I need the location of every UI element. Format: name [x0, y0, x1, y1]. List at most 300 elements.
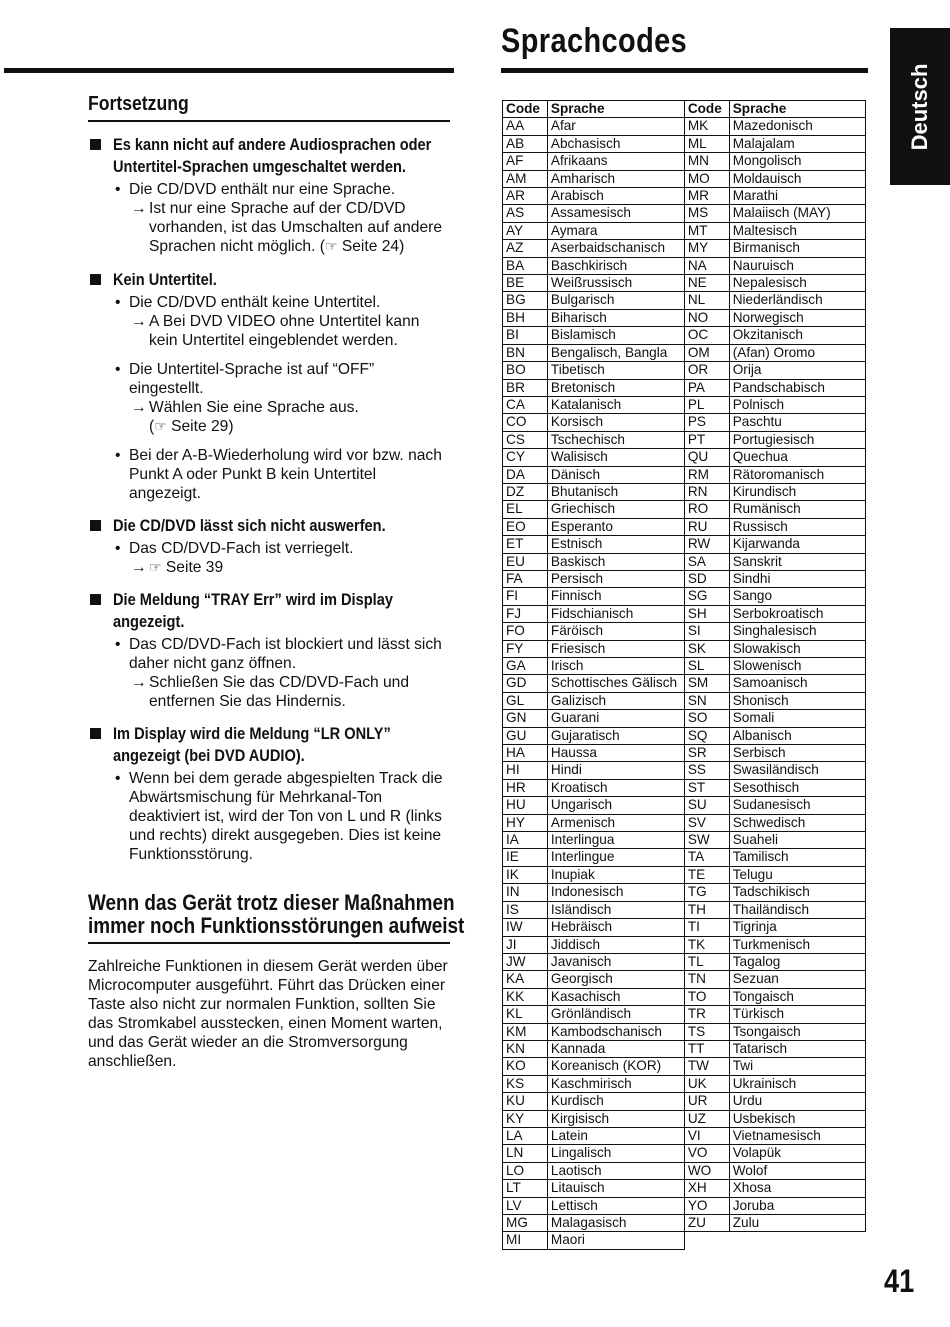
language-name-cell: Tschechisch: [547, 431, 684, 448]
top-rule-left: [4, 68, 454, 73]
table-row: [503, 727, 866, 744]
remedy-item: [129, 199, 450, 256]
table-row: [503, 814, 866, 831]
language-code-cell: AM: [503, 170, 548, 187]
reference-hand-icon: ☞: [149, 559, 162, 575]
language-name-cell: Suaheli: [729, 832, 865, 849]
arrow-icon: →: [131, 200, 147, 217]
language-name-cell: Sudanesisch: [729, 797, 865, 814]
table-row: [503, 257, 866, 274]
language-code-cell: LO: [503, 1162, 548, 1179]
language-code-cell: PT: [684, 431, 729, 448]
language-code-cell: TI: [684, 919, 729, 936]
language-code-cell: TN: [684, 971, 729, 988]
language-name-cell: Orija: [729, 362, 865, 379]
language-name-cell: Persisch: [547, 570, 684, 587]
language-code-cell: IS: [503, 901, 548, 918]
language-name-cell: Ukrainisch: [729, 1075, 865, 1092]
language-code-cell: AY: [503, 222, 548, 239]
side-tab-label: Deutsch: [907, 63, 932, 150]
header-code: Code: [503, 101, 548, 118]
language-name-cell: Litauisch: [547, 1180, 684, 1197]
language-name-cell: Rätoromanisch: [729, 466, 865, 483]
language-name-cell: Turkmenisch: [729, 936, 865, 953]
language-code-cell: OM: [684, 344, 729, 361]
language-name-cell: Interlingue: [547, 849, 684, 866]
remedy-item: [129, 312, 450, 350]
empty-cell: [684, 1232, 729, 1249]
language-code-cell: KU: [503, 1093, 548, 1110]
language-name-cell: Paschtu: [729, 414, 865, 431]
language-code-cell: ET: [503, 536, 548, 553]
table-row: [503, 762, 866, 779]
table-row: [503, 240, 866, 257]
language-code-cell: BI: [503, 327, 548, 344]
arrow-icon: →: [131, 559, 147, 576]
language-code-cell: HR: [503, 779, 548, 796]
header-language: Sprache: [547, 101, 684, 118]
bullet-icon: •: [115, 636, 121, 653]
square-bullet-icon: [90, 594, 101, 605]
persistent-heading-line2: immer noch Funktionsstörungen aufweist: [88, 913, 465, 938]
arrow-icon: →: [131, 399, 147, 416]
table-row: [503, 623, 866, 640]
language-code-cell: MR: [684, 188, 729, 205]
language-code-cell: SW: [684, 832, 729, 849]
language-name-cell: Mongolisch: [729, 153, 865, 170]
table-row: [503, 692, 866, 709]
table-row: [503, 431, 866, 448]
cause-text: Die Untertitel-Sprache ist auf “OFF” eingestellt.: [129, 361, 375, 397]
language-name-cell: Twi: [729, 1058, 865, 1075]
language-code-cell: ML: [684, 135, 729, 152]
language-code-cell: SV: [684, 814, 729, 831]
language-code-cell: UZ: [684, 1110, 729, 1127]
language-name-cell: Nauruisch: [729, 257, 865, 274]
language-name-cell: Urdu: [729, 1093, 865, 1110]
persistent-fault-block: [88, 890, 465, 1071]
cause-item: [113, 539, 450, 558]
language-name-cell: Kaschmirisch: [547, 1075, 684, 1092]
table-row: [503, 675, 866, 692]
language-code-cell: IA: [503, 832, 548, 849]
language-code-cell: TW: [684, 1058, 729, 1075]
language-side-tab: [890, 28, 950, 185]
language-name-cell: Malaiisch (MAY): [729, 205, 865, 222]
language-name-cell: Javanisch: [547, 953, 684, 970]
language-code-cell: SS: [684, 762, 729, 779]
language-name-cell: Niederländisch: [729, 292, 865, 309]
arrow-icon: →: [131, 313, 147, 330]
issue-title: Die CD/DVD lässt sich nicht auswerfen.: [113, 516, 386, 535]
language-name-cell: Lettisch: [547, 1197, 684, 1214]
bullet-icon: •: [115, 447, 121, 464]
persistent-heading-line1: Wenn das Gerät trotz dieser Maßnahmen: [88, 890, 455, 915]
issue-title: Im Display wird die Meldung “LR ONLY” angezeigt (bei DVD AUDIO).: [113, 724, 391, 765]
language-name-cell: Slowenisch: [729, 658, 865, 675]
language-code-cell: RU: [684, 518, 729, 535]
language-name-cell: Lingalisch: [547, 1145, 684, 1162]
language-name-cell: Tigrinja: [729, 919, 865, 936]
cause-text: Das CD/DVD-Fach ist blockiert und lässt sich daher nicht ganz öffnen.: [129, 636, 442, 672]
language-name-cell: Laotisch: [547, 1162, 684, 1179]
language-code-cell: GL: [503, 692, 548, 709]
table-row: [503, 292, 866, 309]
language-name-cell: Irisch: [547, 658, 684, 675]
language-code-cell: MN: [684, 153, 729, 170]
page-title: Sprachcodes: [501, 22, 688, 60]
language-code-cell: OR: [684, 362, 729, 379]
language-name-cell: Haussa: [547, 745, 684, 762]
language-code-cell: TA: [684, 849, 729, 866]
cause-text: Die CD/DVD enthält keine Untertitel.: [129, 294, 381, 311]
cause-text: Bei der A-B-Wiederholung wird vor bzw. nach Punkt A oder Punkt B kein Untertitel angezeigt.: [129, 447, 442, 502]
language-name-cell: Samoanisch: [729, 675, 865, 692]
language-name-cell: Inupiak: [547, 866, 684, 883]
table-row: [503, 605, 866, 622]
language-code-cell: RM: [684, 466, 729, 483]
language-code-cell: KA: [503, 971, 548, 988]
language-name-cell: Katalanisch: [547, 396, 684, 413]
language-code-cell: UK: [684, 1075, 729, 1092]
language-code-cell: RW: [684, 536, 729, 553]
language-name-cell: Tibetisch: [547, 362, 684, 379]
table-row: [503, 1058, 866, 1075]
table-row: [503, 153, 866, 170]
table-row: [503, 379, 866, 396]
language-name-cell: Volapük: [729, 1145, 865, 1162]
persistent-paragraph: Zahlreiche Funktionen in diesem Gerät werden über Microcomputer ausgeführt. Führt das Drücken einer Taste also nicht zur normalen Funktion, sollten Sie das Stromkabel ausstecken, einen Moment warten, und das Gerät wieder an die Stromversorgung anschließen.: [88, 958, 448, 1070]
page-reference: Seite 29): [171, 418, 234, 435]
language-name-cell: Tatarisch: [729, 1040, 865, 1057]
language-code-cell: LA: [503, 1127, 548, 1144]
table-row: [503, 797, 866, 814]
table-row: [503, 1127, 866, 1144]
language-name-cell: Portugiesisch: [729, 431, 865, 448]
language-name-cell: Fidschianisch: [547, 605, 684, 622]
language-name-cell: Thailändisch: [729, 901, 865, 918]
bullet-icon: •: [115, 294, 121, 311]
language-code-cell: MS: [684, 205, 729, 222]
language-name-cell: Walisisch: [547, 449, 684, 466]
language-code-cell: SL: [684, 658, 729, 675]
troubleshooting-column: [88, 90, 465, 1087]
language-code-cell: KM: [503, 1023, 548, 1040]
language-name-cell: Korsisch: [547, 414, 684, 431]
language-code-cell: EU: [503, 553, 548, 570]
table-row: [503, 1006, 866, 1023]
language-name-cell: Polnisch: [729, 396, 865, 413]
table-row: [503, 1232, 866, 1249]
table-row: [503, 1075, 866, 1092]
language-code-cell: JW: [503, 953, 548, 970]
language-name-cell: Hindi: [547, 762, 684, 779]
remedy-text: Ist nur eine Sprache auf der CD/DVD vorhanden, ist das Umschalten auf andere Sprachen nicht möglich. (: [149, 200, 442, 255]
language-code-cell: TS: [684, 1023, 729, 1040]
language-code-cell: BH: [503, 309, 548, 326]
language-code-cell: FI: [503, 588, 548, 605]
issue-item: [88, 515, 450, 577]
language-name-cell: Xhosa: [729, 1180, 865, 1197]
language-code-cell: PA: [684, 379, 729, 396]
table-row: [503, 1180, 866, 1197]
arrow-icon: →: [131, 674, 147, 691]
language-name-cell: Georgisch: [547, 971, 684, 988]
language-name-cell: Dänisch: [547, 466, 684, 483]
language-code-cell: IK: [503, 866, 548, 883]
table-row: [503, 362, 866, 379]
cause-text: Die CD/DVD enthält nur eine Sprache.: [129, 181, 396, 198]
remedy-item: [129, 398, 450, 436]
table-row: [503, 344, 866, 361]
language-code-cell: JI: [503, 936, 548, 953]
language-code-cell: CA: [503, 396, 548, 413]
issue-item: [88, 723, 450, 864]
language-name-cell: Bretonisch: [547, 379, 684, 396]
continuation-heading: Fortsetzung: [88, 93, 189, 115]
language-code-cell: EL: [503, 501, 548, 518]
language-code-cell: SR: [684, 745, 729, 762]
table-row: [503, 953, 866, 970]
language-code-cell: TH: [684, 901, 729, 918]
table-row: [503, 988, 866, 1005]
language-code-cell: SM: [684, 675, 729, 692]
language-name-cell: Telugu: [729, 866, 865, 883]
language-name-cell: Maltesisch: [729, 222, 865, 239]
language-code-cell: QU: [684, 449, 729, 466]
language-code-cell: TO: [684, 988, 729, 1005]
language-code-cell: CO: [503, 414, 548, 431]
language-code-cell: HA: [503, 745, 548, 762]
language-code-cell: KK: [503, 988, 548, 1005]
language-code-cell: DA: [503, 466, 548, 483]
issue-item: [88, 269, 450, 503]
language-code-cell: CY: [503, 449, 548, 466]
language-code-cell: GD: [503, 675, 548, 692]
language-code-cell: TK: [684, 936, 729, 953]
language-name-cell: Shonisch: [729, 692, 865, 709]
table-row: [503, 710, 866, 727]
table-row: [503, 518, 866, 535]
language-name-cell: Afar: [547, 118, 684, 135]
language-code-cell: AF: [503, 153, 548, 170]
language-name-cell: Kasachisch: [547, 988, 684, 1005]
language-name-cell: Moldauisch: [729, 170, 865, 187]
table-row: [503, 640, 866, 657]
language-name-cell: Albanisch: [729, 727, 865, 744]
language-code-cell: SK: [684, 640, 729, 657]
language-name-cell: Tagalog: [729, 953, 865, 970]
language-code-cell: SH: [684, 605, 729, 622]
language-code-cell: TE: [684, 866, 729, 883]
language-name-cell: Quechua: [729, 449, 865, 466]
cause-text: Wenn bei dem gerade abgespielten Track die Abwärtsmischung für Mehrkanal-Ton deaktiviert ist, wird der Ton von L und R (links und rechts) direkt ausgegeben. Dies ist keine Funktionsstörung.: [129, 770, 443, 863]
language-name-cell: Birmanisch: [729, 240, 865, 257]
language-name-cell: Somali: [729, 710, 865, 727]
table-row: [503, 849, 866, 866]
language-name-cell: Hebräisch: [547, 919, 684, 936]
language-code-cell: GU: [503, 727, 548, 744]
language-name-cell: Singhalesisch: [729, 623, 865, 640]
language-code-cell: AB: [503, 135, 548, 152]
language-name-cell: Baskisch: [547, 553, 684, 570]
language-code-cell: FO: [503, 623, 548, 640]
language-code-cell: BE: [503, 275, 548, 292]
cause-item: [113, 769, 450, 864]
header-code: Code: [684, 101, 729, 118]
language-code-cell: BR: [503, 379, 548, 396]
language-code-cell: MO: [684, 170, 729, 187]
issue-title: Die Meldung “TRAY Err” wird im Display angezeigt.: [113, 590, 393, 631]
language-code-cell: IN: [503, 884, 548, 901]
language-name-cell: Jiddisch: [547, 936, 684, 953]
language-name-cell: Kroatisch: [547, 779, 684, 796]
language-name-cell: Griechisch: [547, 501, 684, 518]
language-code-cell: FJ: [503, 605, 548, 622]
language-name-cell: Norwegisch: [729, 309, 865, 326]
language-name-cell: Sesothisch: [729, 779, 865, 796]
language-name-cell: Isländisch: [547, 901, 684, 918]
table-row: [503, 1110, 866, 1127]
language-code-cell: HY: [503, 814, 548, 831]
language-name-cell: (Afan) Oromo: [729, 344, 865, 361]
language-code-cell: KO: [503, 1058, 548, 1075]
language-code-cell: DZ: [503, 483, 548, 500]
table-body: [503, 118, 866, 1249]
language-code-cell: VI: [684, 1127, 729, 1144]
language-code-cell: BO: [503, 362, 548, 379]
language-code-cell: NA: [684, 257, 729, 274]
cause-text: Das CD/DVD-Fach ist verriegelt.: [129, 540, 354, 557]
language-code-cell: FY: [503, 640, 548, 657]
language-name-cell: Schottisches Gälisch: [547, 675, 684, 692]
table-row: [503, 222, 866, 239]
language-name-cell: Sango: [729, 588, 865, 605]
language-code-cell: SA: [684, 553, 729, 570]
language-name-cell: Ungarisch: [547, 797, 684, 814]
remedy-item: [129, 673, 450, 711]
language-code-cell: KY: [503, 1110, 548, 1127]
language-name-cell: Esperanto: [547, 518, 684, 535]
language-name-cell: Bislamisch: [547, 327, 684, 344]
square-bullet-icon: [90, 274, 101, 285]
language-name-cell: Nepalesisch: [729, 275, 865, 292]
language-name-cell: Indonesisch: [547, 884, 684, 901]
square-bullet-icon: [90, 139, 101, 150]
language-name-cell: Gujaratisch: [547, 727, 684, 744]
language-code-cell: NO: [684, 309, 729, 326]
language-code-cell: OC: [684, 327, 729, 344]
table-row: [503, 1162, 866, 1179]
language-code-cell: HU: [503, 797, 548, 814]
persistent-rule: [88, 942, 450, 944]
table-row: [503, 936, 866, 953]
language-name-cell: Kijarwanda: [729, 536, 865, 553]
cause-item: [113, 446, 450, 503]
table-row: [503, 745, 866, 762]
language-name-cell: Mazedonisch: [729, 118, 865, 135]
table-row: [503, 501, 866, 518]
language-code-cell: AR: [503, 188, 548, 205]
language-code-cell: BA: [503, 257, 548, 274]
language-name-cell: Bulgarisch: [547, 292, 684, 309]
language-code-cell: VO: [684, 1145, 729, 1162]
issue-title: Kein Untertitel.: [113, 270, 217, 289]
table-row: [503, 1040, 866, 1057]
language-code-cell: KN: [503, 1040, 548, 1057]
bullet-icon: •: [115, 181, 121, 198]
cause-item: [113, 635, 450, 673]
bullet-icon: •: [115, 361, 121, 378]
language-name-cell: Aymara: [547, 222, 684, 239]
language-name-cell: Färöisch: [547, 623, 684, 640]
language-name-cell: Tamilisch: [729, 849, 865, 866]
language-code-cell: HI: [503, 762, 548, 779]
page-number: 41: [884, 1263, 915, 1299]
table-header-row: [503, 101, 866, 118]
language-name-cell: Kurdisch: [547, 1093, 684, 1110]
language-code-cell: RO: [684, 501, 729, 518]
table-row: [503, 1023, 866, 1040]
ref-open: (: [149, 418, 155, 435]
table-row: [503, 919, 866, 936]
table-row: [503, 884, 866, 901]
cause-item: [113, 180, 450, 199]
language-code-cell: KL: [503, 1006, 548, 1023]
language-code-cell: SN: [684, 692, 729, 709]
language-code-cell: WO: [684, 1162, 729, 1179]
language-code-cell: UR: [684, 1093, 729, 1110]
square-bullet-icon: [90, 520, 101, 531]
remedy-text: A Bei DVD VIDEO ohne Untertitel kann kein Untertitel eingeblendet werden.: [149, 313, 420, 349]
table-row: [503, 1145, 866, 1162]
language-code-cell: AA: [503, 118, 548, 135]
language-name-cell: Rumänisch: [729, 501, 865, 518]
language-name-cell: Türkisch: [729, 1006, 865, 1023]
language-name-cell: Weißrussisch: [547, 275, 684, 292]
table-row: [503, 396, 866, 413]
language-code-cell: SD: [684, 570, 729, 587]
language-name-cell: Estnisch: [547, 536, 684, 553]
language-name-cell: Latein: [547, 1127, 684, 1144]
table-row: [503, 1093, 866, 1110]
language-name-cell: Armenisch: [547, 814, 684, 831]
language-name-cell: Bengalisch, Bangla: [547, 344, 684, 361]
cause-item: [113, 293, 450, 312]
language-code-cell: TT: [684, 1040, 729, 1057]
language-code-cell: KS: [503, 1075, 548, 1092]
remedy-item: [129, 558, 450, 577]
header-language: Sprache: [729, 101, 865, 118]
language-code-cell: MY: [684, 240, 729, 257]
language-name-cell: Vietnamesisch: [729, 1127, 865, 1144]
language-code-cell: BG: [503, 292, 548, 309]
language-name-cell: Russisch: [729, 518, 865, 535]
table-row: [503, 536, 866, 553]
reference-hand-icon: ☞: [324, 238, 338, 254]
language-code-cell: EO: [503, 518, 548, 535]
language-name-cell: Tongaisch: [729, 988, 865, 1005]
language-name-cell: Kirgisisch: [547, 1110, 684, 1127]
table-row: [503, 414, 866, 431]
language-code-cell: IE: [503, 849, 548, 866]
table-row: [503, 275, 866, 292]
table-row: [503, 1197, 866, 1214]
empty-cell: [729, 1232, 865, 1249]
language-code-cell: BN: [503, 344, 548, 361]
language-code-cell: MK: [684, 118, 729, 135]
table-row: [503, 779, 866, 796]
